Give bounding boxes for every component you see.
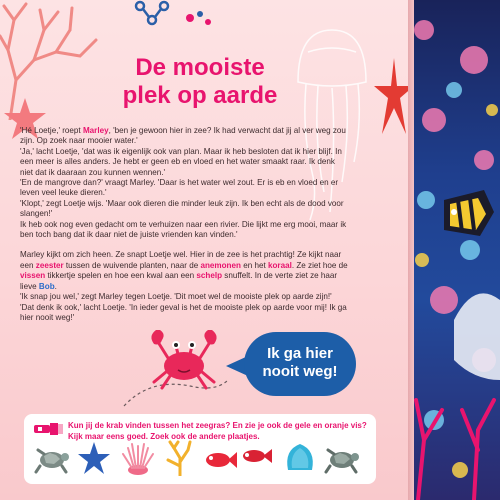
story-paragraph-6: Marley kijkt om zich heen. Ze snapt Loetje wel. Hier in de zee is het prachtig! Ze kijkt naar een zeester tussen de wuivende planten, naar de anemonen en het koraal. Ze ziet hoe de vissen tikkertje spelen en hoe een kwal aan een schelp snuffelt. In de verte ziet ze haar lieve Bob.	[20, 250, 348, 291]
anemone-icon	[120, 440, 156, 476]
coral-icon	[162, 440, 198, 476]
flashlight-icon	[34, 422, 64, 436]
highlight-word: anemonen	[200, 260, 241, 270]
bubble-dots-icon	[184, 8, 214, 28]
speech-bubble	[244, 332, 356, 396]
search-items	[34, 440, 374, 476]
red-fish-icon	[202, 440, 238, 476]
highlight-word: vissen	[20, 271, 46, 281]
story-paragraph-8: 'Dat denk ik ook,' lacht Loetje. 'In ieder geval is het de mooiste plek op aarde voor mij! Ik ga hier nooit weg!'	[20, 302, 347, 322]
story-text	[20, 126, 348, 333]
story-paragraph-4: 'Klopt,' zegt Loetje wijs. 'Maar ook dieren die minder leuk zijn. Ik ben echt als de dood voor slangen!'	[20, 198, 344, 219]
story-paragraph-5: Ik heb ook nog even gedacht om te verhuizen naar een rivier. Die lijkt me erg mooi, maar ik ben toch bang dat ik daar niet de juiste vrienden kan vinden.'	[20, 219, 347, 240]
highlight-word: schelp	[196, 271, 223, 281]
search-instructions	[68, 420, 378, 442]
story-paragraph-3: 'En de mangrove dan?' vraagt Marley. 'Daar is het water wel zout. Er is eb en vloed en er leven veel leuke dieren.'	[20, 178, 339, 198]
red-fish-icon	[238, 440, 274, 476]
title-line-1: De mooiste	[135, 54, 265, 81]
highlight-word: Marley	[82, 126, 109, 135]
molecule-icon	[132, 0, 172, 26]
search-line-1: Kun jij de krab vinden tussen het zeegras? En zie je ook de gele en oranje vis?	[68, 421, 367, 430]
starfish-icon	[76, 440, 112, 476]
highlight-word: Bob	[38, 281, 55, 291]
story-paragraph-2: 'Ja,' lacht Loetje, 'dat was ik eigenlijk ook van plan. Maar ik heb besloten dat ik hier blijf. In een meer is alles anders. Je hebt er geen eb en vloed en het water smaakt raar. Ik denk niet dat ik daaraan zou kunnen wennen.'	[20, 146, 342, 177]
page-title	[110, 54, 290, 110]
speech-bubble-line-1: Ik ga hier	[267, 345, 333, 362]
blue-shell-icon	[282, 440, 318, 476]
reef-illustration	[414, 0, 500, 500]
story-paragraph	[20, 250, 348, 323]
highlight-word: koraal	[267, 260, 292, 270]
turtle-icon	[324, 440, 360, 476]
reef-scene-icon	[414, 0, 500, 500]
highlight-word: zeester	[35, 260, 64, 270]
starfish-icon	[372, 56, 408, 136]
story-paragraph-7: 'Ik snap jou wel,' zegt Marley tegen Loetje. 'Dit moet wel de mooiste plek op aarde zijn!'	[20, 292, 332, 302]
crab-icon	[146, 326, 222, 392]
story-paragraph-1: 'Hé Loetje,' roept Marley, 'ben je gewoon hier in zee? Ik had verwacht dat jij al ver weg zou zijn. Op zoek naar mooier water.'	[20, 126, 346, 146]
turtle-icon	[34, 440, 70, 476]
search-line-2: Kijk maar eens goed. Zoek ook de andere plaatjes.	[68, 432, 260, 441]
title-line-2: plek op aarde	[122, 82, 278, 109]
story-paragraph	[20, 126, 348, 240]
speech-bubble-line-2: nooit weg!	[262, 363, 338, 380]
